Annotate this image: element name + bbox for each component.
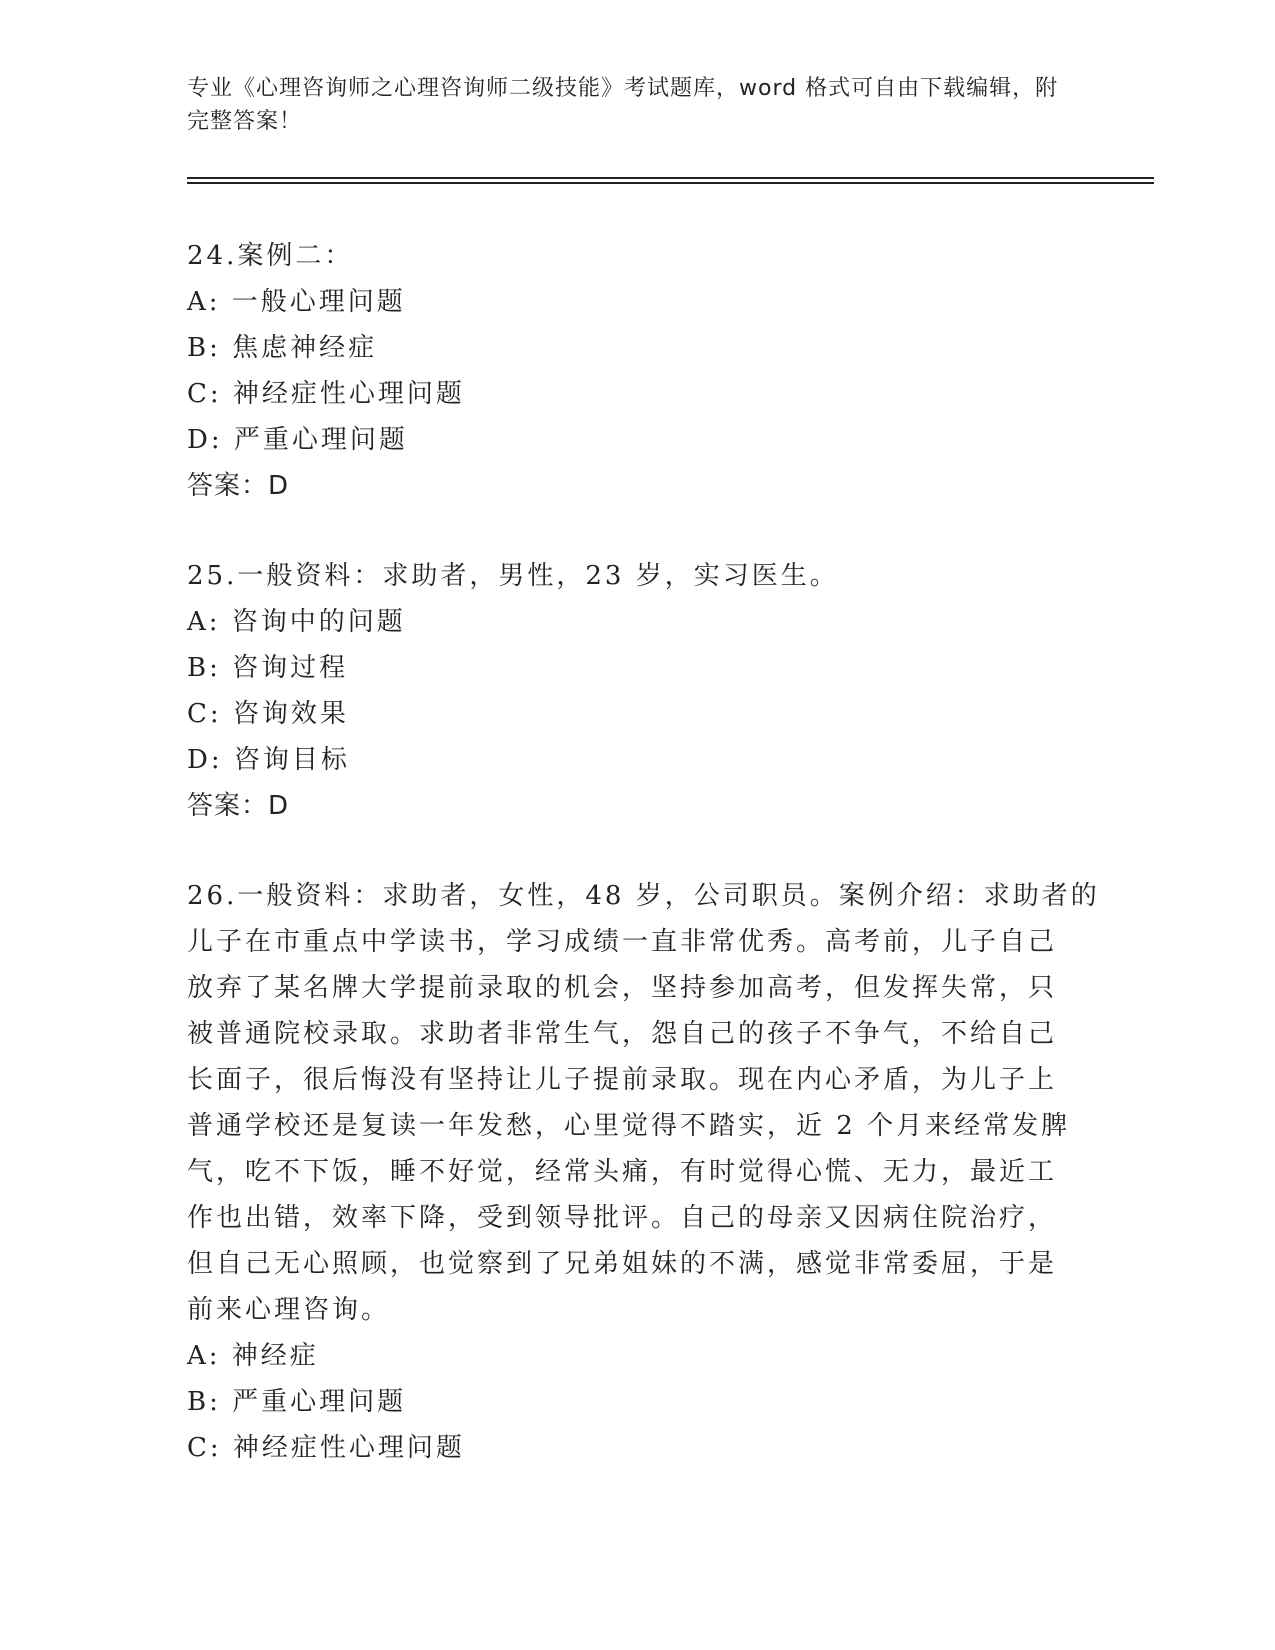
question-stem-line: 但自己无心照顾，也觉察到了兄弟姐妹的不满，感觉非常委屈，于是 bbox=[187, 1249, 1058, 1279]
document-header: 专业《心理咨询师之心理咨询师二级技能》考试题库，word 格式可自由下载编辑，附完整答案！ bbox=[187, 76, 1059, 134]
question-stem-line: 放弃了某名牌大学提前录取的机会，坚持参加高考，但发挥失常，只 bbox=[187, 973, 1058, 1003]
question-stem-line: 前来心理咨询。 bbox=[187, 1295, 391, 1325]
question-26 bbox=[187, 873, 1100, 1471]
header-divider-bottom bbox=[187, 182, 1154, 184]
question-25 bbox=[187, 553, 1087, 829]
option-a: A: 一般心理问题 bbox=[187, 287, 406, 317]
question-stem: 25.一般资料：求助者，男性，23 岁，实习医生。 bbox=[187, 561, 839, 591]
option-d: D: 咨询目标 bbox=[187, 745, 350, 775]
option-b: B: 咨询过程 bbox=[187, 653, 349, 683]
question-stem-line: 儿子在市重点中学读书，学习成绩一直非常优秀。高考前，儿子自己 bbox=[187, 927, 1058, 957]
option-c: C: 神经症性心理问题 bbox=[187, 379, 465, 409]
question-stem-line: 长面子，很后悔没有坚持让儿子提前录取。现在内心矛盾，为儿子上 bbox=[187, 1065, 1058, 1095]
answer-line: 答案：D bbox=[187, 791, 290, 821]
option-c: C: 咨询效果 bbox=[187, 699, 349, 729]
question-stem-line: 作也出错，效率下降，受到领导批评。自己的母亲又因病住院治疗， bbox=[187, 1203, 1058, 1233]
question-stem-line: 气，吃不下饭，睡不好觉，经常头痛，有时觉得心慌、无力，最近工 bbox=[187, 1157, 1058, 1187]
question-stem-line: 被普通院校录取。求助者非常生气，怨自己的孩子不争气，不给自己 bbox=[187, 1019, 1058, 1049]
option-c: C: 神经症性心理问题 bbox=[187, 1433, 465, 1463]
option-a: A: 神经症 bbox=[187, 1341, 319, 1371]
answer-line: 答案：D bbox=[187, 471, 290, 501]
question-stem-line: 26.一般资料：求助者，女性，48 岁，公司职员。案例介绍：求助者的 bbox=[187, 881, 1100, 911]
option-b: B: 严重心理问题 bbox=[187, 1387, 407, 1417]
question-stem: 24.案例二： bbox=[187, 241, 354, 271]
question-stem-line: 普通学校还是复读一年发愁，心里觉得不踏实，近 2 个月来经常发脾 bbox=[187, 1111, 1071, 1141]
header-divider-top bbox=[187, 177, 1154, 179]
option-a: A: 咨询中的问题 bbox=[187, 607, 406, 637]
question-24 bbox=[187, 233, 1087, 509]
option-d: D: 严重心理问题 bbox=[187, 425, 408, 455]
option-b: B: 焦虑神经症 bbox=[187, 333, 378, 363]
